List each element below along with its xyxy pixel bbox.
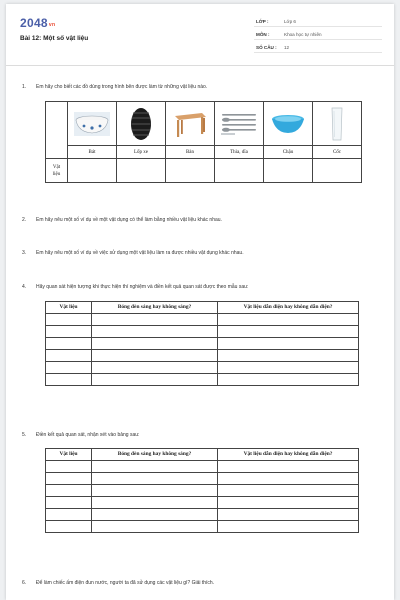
glass-icon (330, 107, 344, 141)
table-row (46, 314, 359, 326)
row-label-material: Vật liệu (46, 159, 68, 183)
caption-cutlery: Thìa, dĩa (215, 146, 264, 159)
meta-class: LỚP : Lớp 6 (254, 16, 382, 27)
site-logo[interactable]: 2048vn (20, 16, 56, 30)
header-bulb: Bóng đèn sáng hay không sáng? (92, 302, 218, 314)
items-table (45, 101, 362, 183)
header-material: Vật liệu (46, 302, 92, 314)
lesson-title: Bài 12: Một số vật liệu (20, 35, 89, 42)
answer-cell[interactable] (313, 159, 362, 183)
observation-table-q5 (45, 448, 359, 533)
table-row (46, 509, 359, 521)
item-basin (264, 102, 313, 146)
answer-cell[interactable] (166, 159, 215, 183)
table-row (46, 473, 359, 485)
item-tire (117, 102, 166, 146)
observation-table-q4 (45, 301, 359, 386)
answer-cell[interactable] (215, 159, 264, 183)
table-row (46, 461, 359, 473)
caption-table: Bàn (166, 146, 215, 159)
item-cutlery (215, 102, 264, 146)
item-glass (313, 102, 362, 146)
table-row (46, 497, 359, 509)
bowl-icon (72, 112, 112, 136)
meta-subject: MÔN : Khoa học tự nhiên (254, 29, 382, 40)
table-row (46, 521, 359, 533)
meta-question-count: SỐ CÂU : 12 (254, 42, 382, 53)
header-conductor: Vật liệu dẫn điện hay không dẫn điện? (218, 449, 359, 461)
header-material: Vật liệu (46, 449, 92, 461)
answer-cell[interactable] (264, 159, 313, 183)
header-bulb: Bóng đèn sáng hay không sáng? (92, 449, 218, 461)
caption-basin: Chậu (264, 146, 313, 159)
caption-bowl: Bát (68, 146, 117, 159)
item-bowl (68, 102, 117, 146)
caption-glass: Cốc (313, 146, 362, 159)
answer-cell[interactable] (68, 159, 117, 183)
table-icon (172, 110, 208, 138)
table-row (46, 326, 359, 338)
table-row (46, 485, 359, 497)
cutlery-icon (220, 111, 258, 137)
basin-icon (270, 113, 306, 135)
item-table (166, 102, 215, 146)
table-row (46, 338, 359, 350)
tire-icon (130, 107, 152, 141)
page-header (6, 4, 394, 66)
caption-tire: Lốp xe (117, 146, 166, 159)
worksheet-page: 2048vn Bài 12: Một số vật liệu LỚP : Lớp 6 MÔN : Khoa học tự nhiên SỐ CÂU : 12 1. Em hãy cho biết các đồ dùng trong hình bên được làm từ những vật liệu nào. Bát Lốp xe Bàn Thìa, dĩa Chậu Cốc Vật liệu 2. Em hãy nêu một số ví dụ về một vật dụng có thể làm bằng nhiều vật liệu khác nhau. 3. Em hãy nêu một số ví dụ về việc sử dụng một vật liệu làm ra được nhiều vật dụng khác nhau. 4. Hãy quan sát hiện tượng khi thực hiện thí nghiệm và điền kết quả quan sát được theo mẫu sau: Vật liệu Bóng đèn sáng hay không sáng? Vật liệu dẫn điện hay không dẫn điện? 5. Điền kết quả quan sát, nhận xét vào bảng sau: Vật liệu Bóng đèn sáng hay không sáng? Vật liệu dẫn điện hay không dẫn điện? 6. Để làm chiếc ấm điện đun nước, người ta đã sử dụng các vật liệu gì? Giải thích. (6, 4, 394, 600)
table-row (46, 374, 359, 386)
blank-corner (46, 102, 68, 159)
answer-cell[interactable] (117, 159, 166, 183)
header-conductor: Vật liệu dẫn điện hay không dẫn điện? (218, 302, 359, 314)
table-row (46, 350, 359, 362)
table-row (46, 362, 359, 374)
